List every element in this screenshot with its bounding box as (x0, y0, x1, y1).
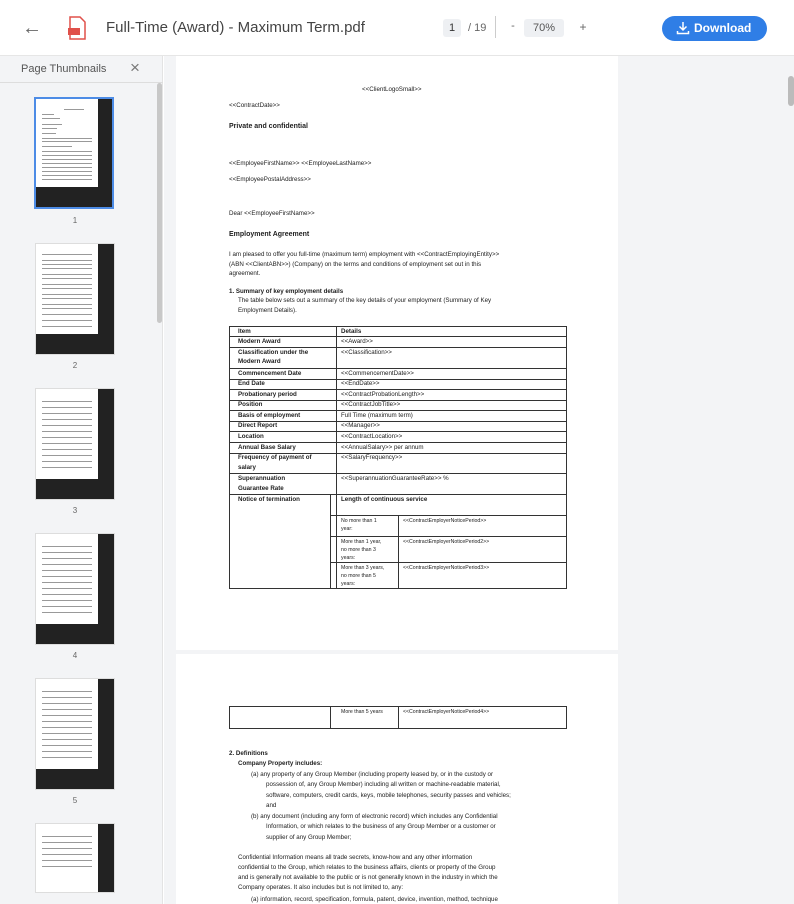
notice-tier-1: No more than 1 (341, 518, 377, 524)
def-a-line-4: and (266, 802, 277, 809)
thumbnail-page-5[interactable] (35, 678, 115, 790)
employee-name: <<EmployeeFirstName>> <<EmployeeLastName>> (229, 160, 372, 167)
row-label-cont: Guarantee Rate (238, 485, 284, 492)
notice-period-2: <<ContractEmployerNoticePeriod2>> (403, 539, 490, 545)
row-label: Commencement Date (238, 370, 302, 377)
def-a-line-1: (a) any property of any Group Member (including property leased by, or in the custody or (251, 771, 494, 778)
thumbnail-page-2[interactable] (35, 243, 115, 355)
row-value: <<ContractJobTitle>> (341, 401, 401, 408)
thumbnail-page-1[interactable] (34, 97, 114, 209)
notice-tier-3-cont: years: (341, 581, 356, 587)
def-a-line-2: possession of, any Group Member) including all written or machine-readable material, (266, 781, 501, 788)
row-value: Full Time (maximum term) (341, 412, 413, 419)
row-value: <<CommencementDate>> (341, 370, 414, 377)
row-value: <<Manager>> (341, 422, 380, 429)
thumbnail-label-2: 2 (72, 361, 78, 370)
row-value: <<ContractProbationLength>> (341, 391, 425, 398)
pdf-file-icon (67, 16, 87, 40)
section-1-line-1: The table below sets out a summary of the key details of your employment (Summary of Key (238, 297, 492, 304)
notice-tier-1-cont: year: (341, 526, 353, 532)
row-label: End Date (238, 380, 265, 387)
document-page-1 (176, 56, 618, 650)
private-confidential: Private and confidential (229, 123, 308, 130)
row-label-cont: Modern Award (238, 358, 281, 365)
intro-line-1: I am pleased to offer you full-time (maximum term) employment with <<ContractEmployingEntity>> (229, 251, 500, 258)
section-1-line-2: Employment Details). (238, 307, 297, 314)
row-label: Classification under the (238, 349, 309, 356)
contract-date: <<ContractDate>> (229, 102, 280, 109)
def-b-line-2: Information, or which relates to the business of any Group Member or a customer or (266, 823, 496, 830)
top-toolbar (0, 0, 794, 56)
row-value: <<ContractLocation>> (341, 433, 403, 440)
def-b-line-1: (b) any document (including any form of electronic record) which includes any Confidential (251, 813, 498, 820)
def-a-line-3: software, computers, credit cards, keys, mobile telephones, security passes and vehicles; (266, 792, 511, 799)
row-label: Annual Base Salary (238, 444, 296, 451)
row-value: <<SuperannuationGuaranteeRate>> % (341, 475, 449, 482)
notice-header: Length of continuous service (341, 496, 428, 503)
thumbnail-page-3[interactable] (35, 388, 115, 500)
thumbnail-label-3: 3 (72, 506, 78, 515)
row-label: Basis of employment (238, 412, 301, 419)
row-label: Notice of termination (238, 496, 300, 503)
thumbnail-page-6[interactable] (35, 823, 115, 893)
sidebar-header (0, 56, 163, 83)
agreement-heading: Employment Agreement (229, 231, 310, 238)
intro-line-2: (ABN <<ClientABN>>) (Company) on the terms and conditions of employment set out in this (229, 261, 482, 268)
salutation: Dear <<EmployeeFirstName>> (229, 210, 315, 217)
zoom-level[interactable]: 70% (524, 19, 564, 37)
table-header-details: Details (341, 328, 362, 335)
download-icon (676, 21, 690, 35)
thumbnail-label-4: 4 (72, 651, 78, 660)
row-label: Probationary period (238, 391, 297, 398)
ci-line-4: Company operates. It also includes but is not limited to, any: (238, 884, 404, 891)
row-value: <<EndDate>> (341, 380, 380, 387)
ci-line-2: confidential to the Group, which relates to the business affairs, clients or property of the Group (238, 864, 496, 871)
ci-line-1: Confidential Information means all trade secrets, know-how and any other information (238, 854, 473, 861)
notice-tier-2-cont: no more than 3 (341, 547, 376, 553)
intro-line-3: agreement. (229, 270, 261, 277)
row-label: Frequency of payment of (238, 454, 312, 461)
ci-a-line-1: (a) information, record, specification, formula, patent, device, invention, method, technique (251, 896, 498, 903)
thumbnail-page-4[interactable] (35, 533, 115, 645)
row-label: Position (238, 401, 263, 408)
table-header-item: Item (238, 328, 251, 335)
sidebar-scrollbar[interactable] (157, 83, 162, 323)
notice-tier-3: More than 3 years, (341, 565, 385, 571)
back-arrow-icon[interactable]: ← (22, 17, 42, 39)
row-value: <<Classification>> (341, 349, 392, 356)
notice-tier-3-cont: no more than 5 (341, 573, 376, 579)
employee-address: <<EmployeePostalAddress>> (229, 176, 311, 183)
viewer-scrollbar[interactable] (789, 56, 794, 904)
thumbnail-sidebar (0, 56, 163, 904)
row-label: Location (238, 433, 264, 440)
thumbnail-label-5: 5 (72, 796, 78, 805)
thumbnail-label-1: 1 (72, 216, 78, 225)
row-label: Direct Report (238, 422, 278, 429)
close-icon[interactable]: × (130, 58, 140, 77)
row-value: <<SalaryFrequency>> (341, 454, 403, 461)
notice-tier-2: More than 1 year, (341, 539, 382, 545)
zoom-in-button[interactable]: + (579, 20, 587, 34)
document-title: Full-Time (Award) - Maximum Term.pdf (106, 19, 365, 36)
toolbar-divider (495, 16, 496, 38)
row-value: <<AnnualSalary>> per annum (341, 444, 424, 451)
section-2-sub: Company Property includes: (238, 760, 323, 767)
viewer-scrollbar-thumb[interactable] (788, 76, 794, 106)
notice-period-1: <<ContractEmployerNoticePeriod>> (403, 518, 487, 524)
row-label: Superannuation (238, 475, 286, 482)
notice-tier-4: More than 5 years (341, 709, 383, 715)
total-pages: / 19 (468, 22, 487, 34)
notice-period-4: <<ContractEmployerNoticePeriod4>> (403, 709, 490, 715)
document-page-2 (176, 654, 618, 904)
zoom-out-button[interactable]: - (511, 20, 515, 32)
row-label-cont: salary (238, 464, 256, 471)
notice-tier-2-cont: years: (341, 555, 356, 561)
download-button[interactable]: Download (662, 16, 767, 41)
section-2-title: 2. Definitions (229, 750, 268, 757)
current-page-input[interactable]: 1 (443, 19, 461, 37)
client-logo-placeholder: <<ClientLogoSmall>> (362, 86, 422, 93)
ci-line-3: and is generally not available to the public or is not generally known in the industry in which the (238, 874, 498, 881)
notice-period-3: <<ContractEmployerNoticePeriod3>> (403, 565, 490, 571)
row-value: <<Award>> (341, 338, 373, 345)
document-viewer[interactable] (164, 56, 794, 904)
def-b-line-3: supplier of any Group Member; (266, 834, 352, 841)
section-1-title: 1. Summary of key employment details (229, 288, 344, 295)
row-label: Modern Award (238, 338, 281, 345)
sidebar-title: Page Thumbnails (21, 63, 107, 75)
